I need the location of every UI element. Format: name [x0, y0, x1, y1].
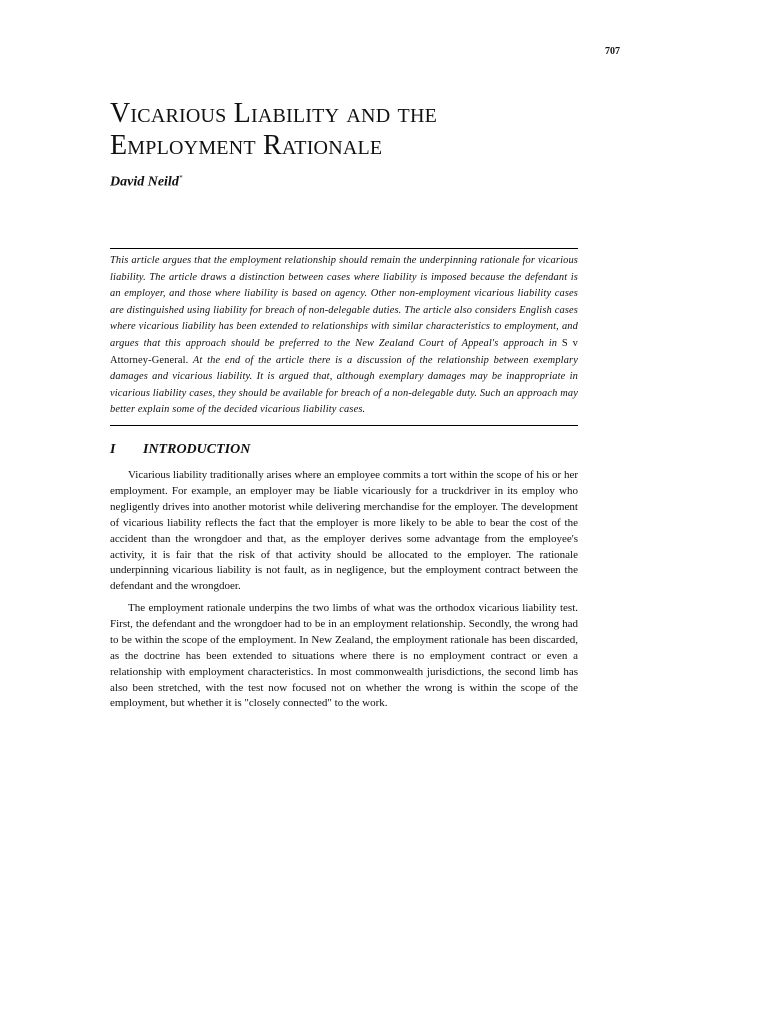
page-number: 707 — [605, 46, 620, 57]
author-byline — [110, 174, 182, 191]
section-heading — [110, 442, 250, 458]
abstract-case-name: S v Attorney-General. — [110, 337, 579, 366]
author-name: David Neild — [110, 174, 179, 190]
author-footnote-mark: * — [178, 174, 183, 182]
abstract — [110, 248, 578, 426]
body-paragraph-1: Vicarious liability traditionally arises where an employee commits a tort within the scope of his or her employment. For example, an employer may be liable vicariously for a truckdriver in its employ who negligently drives into another motorist while delivering merchandise for the employer. The development of vicarious liability reflects the fact that the employer is more likely to be able to bear the cost of the accident than the wrongdoer and that, as the employer derives some advantage from the employee's activity, it is fair that the risk of that activity should be allocated to the employer. The rationale underpinning vicarious liability is not fault, as in negligence, but the employment contract between the defendant and the wrongdoer. — [110, 469, 578, 593]
article-title: Vicarious Liability and the Employment Rationale — [110, 98, 438, 161]
abstract-text-part1: This article argues that the employment relationship should remain the underpinning rationale for vicarious liability. The article draws a distinction between cases where liability is imposed because the defendant is an employer, and those where liability is based on agency. Other non-employment vicarious liability cases are distinguished using liability for breach of non-delegable duties. The article also considers English cases where vicarious liability has been extended to relationships with similar characteristics to employment, and argues that this approach should be preferred to the New Zealand Court of Appeal's approach in — [110, 255, 578, 349]
body-paragraph-2: The employment rationale underpins the two limbs of what was the orthodox vicarious liability test. First, the defendant and the wrongdoer had to be in an employment relationship. Secondly, the wrong had to be within the scope of the employment. In New Zealand, the employment rationale has been discarded, as the doctrine has been extended to situations where there is no employment contract or even a relationship with employment characteristics. In most commonwealth jurisdictions, the second limb has also been stretched, with the test now focused not on whether the wrong is within the scope of the employment, but whether it is "closely connected" to the work. — [110, 602, 578, 710]
section-number: I — [110, 442, 116, 457]
section-title: INTRODUCTION — [143, 442, 251, 457]
abstract-text-part2: At the end of the article there is a discussion of the relationship between exemplary damages and vicarious liability. It is argued that, although exemplary damages may be inappropriate in vicarious liability cases, they should be available for breach of a non-delegable duty. Such an approach may better explain some of the decided vicarious liability cases. — [110, 354, 579, 416]
